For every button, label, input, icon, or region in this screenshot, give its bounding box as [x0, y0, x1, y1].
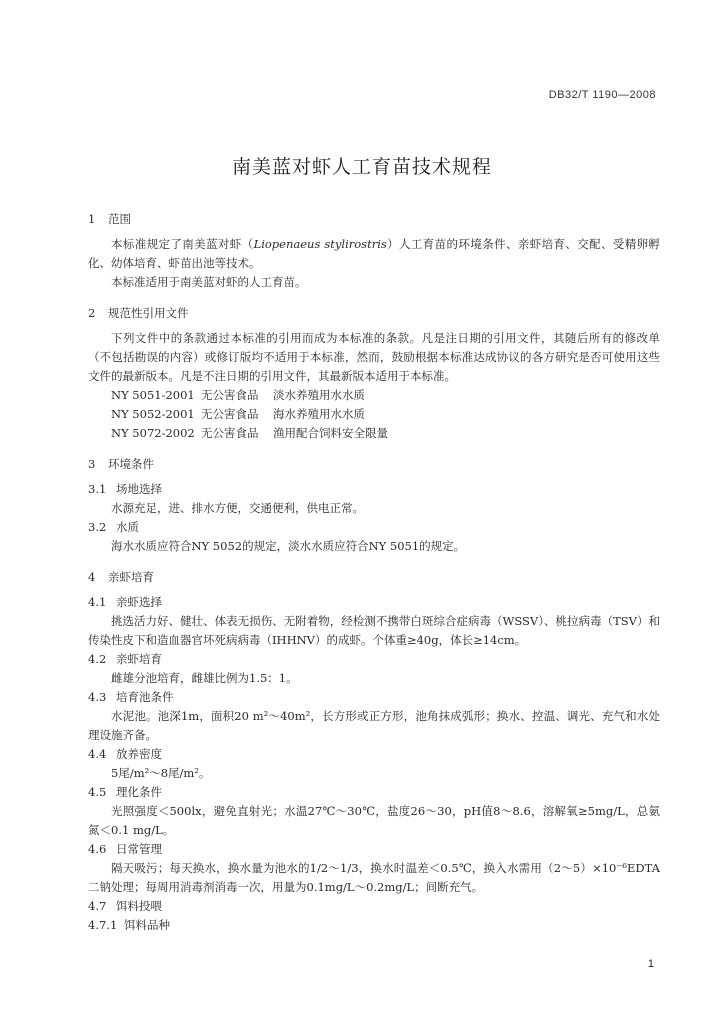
subsection-title: 场地选择	[116, 482, 162, 496]
subsection-title: 放养密度	[116, 747, 162, 761]
reference-name: 淡水养殖用水水质	[273, 388, 365, 402]
paragraph-stocking-density: 5尾/m²～8尾/m²。	[111, 766, 211, 780]
subsection-title: 培育池条件	[116, 690, 174, 704]
subsection-title: 水质	[116, 520, 139, 534]
section-heading-2	[88, 304, 660, 323]
section-number: 1	[88, 212, 96, 226]
paragraph-scope	[88, 235, 660, 273]
subsection-heading-4-7-1	[88, 916, 660, 935]
paragraph-physicochemical-conditions: 光照强度＜500lx，避免直射光；水温27℃～30℃，盐度26～30，pH值8～8.6，溶解氧≥5mg/L，总氨氮＜0.1 mg/L。	[88, 804, 660, 837]
subsection-heading-4-7	[88, 897, 660, 916]
section-title: 亲虾培育	[108, 570, 154, 584]
paragraph-pond-conditions: 水泥池。池深1m，面积20 m²～40m²，长方形或正方形，池角抹成弧形；换水、控温、调光、充气和水处理设施齐备。	[88, 709, 660, 742]
subsection-number: 3.1	[88, 482, 107, 496]
paragraph-normative-refs: 下列文件中的条款通过本标准的引用而成为本标准的条款。凡是注日期的引用文件，其随后所有的修改单（不包括勘误的内容）或修订版均不适用于本标准，然而，鼓励根据本标准达成协议的各方研究是否可使用这些文件的最新版本。凡是不注日期的引用文件，其最新版本适用于本标准。	[88, 331, 660, 383]
reference-code: NY 5052-2001	[111, 407, 195, 421]
page-number: 1	[647, 958, 654, 970]
subsection-number: 4.7	[88, 899, 107, 913]
section-title: 范围	[108, 212, 131, 226]
subsection-heading-4-3	[88, 688, 660, 707]
subsection-heading-4-4	[88, 745, 660, 764]
section-heading-4	[88, 568, 660, 587]
subsection-title: 日常管理	[116, 842, 162, 856]
reference-category: 无公害食品	[201, 407, 259, 421]
reference-item	[88, 424, 660, 443]
paragraph-daily-management: 隔天吸污；每天换水，换水量为池水的1/2～1/3，换水时温差＜0.5℃，换入水需用（2～5）×10⁻⁶EDTA二钠处理；每周用消毒剂消毒一次，用量为0.1mg/L～0.2mg/L；间断充气。	[88, 861, 660, 894]
subsection-title: 理化条件	[116, 785, 162, 799]
subsection-number: 4.5	[88, 785, 107, 799]
paragraph-site-selection: 水源充足，进、排水方便，交通便利，供电正常。	[111, 501, 364, 515]
subsection-title: 亲虾培育	[116, 652, 162, 666]
subsection-title: 亲虾选择	[116, 595, 162, 609]
subsection-number: 3.2	[88, 520, 107, 534]
section-heading-1	[88, 210, 660, 229]
section-number: 4	[88, 570, 96, 584]
reference-category: 无公害食品	[201, 426, 259, 440]
section-number: 2	[88, 306, 96, 320]
paragraph-broodstock-selection: 挑选活力好、健壮、体表无损伤、无附着物，经检测不携带白斑综合症病毒（WSSV）、桃拉病毒（TSV）和传染性皮下和造血器官坏死病病毒（IHHNV）的成虾。个体重≥40g，体长≥14cm。	[88, 614, 660, 647]
subsection-heading-4-6	[88, 840, 660, 859]
paragraph-scope-applicability: 本标准适用于南美蓝对虾的人工育苗。	[111, 275, 307, 289]
subsection-title: 饵料投喂	[116, 899, 162, 913]
reference-item	[88, 386, 660, 405]
reference-item	[88, 405, 660, 424]
text-run: ）人工育苗的环境条件、亲虾培育、交配、受精卵孵化、幼体培育、虾苗出池等技术。	[88, 237, 661, 270]
paragraph-water-quality: 海水水质应符合NY 5052的规定，淡水水质应符合NY 5051的规定。	[111, 539, 466, 553]
subsection-number: 4.7.1	[88, 918, 118, 932]
subsection-heading-4-5	[88, 783, 660, 802]
subsection-heading-3-1	[88, 480, 660, 499]
subsection-number: 4.3	[88, 690, 107, 704]
subsection-number: 4.6	[88, 842, 107, 856]
subsection-heading-4-1	[88, 593, 660, 612]
text-run: 本标准规定了南美蓝对虾（	[111, 237, 254, 251]
section-heading-3	[88, 455, 660, 474]
section-number: 3	[88, 457, 96, 471]
document-body	[88, 210, 660, 935]
reference-name: 渔用配合饲料安全限量	[273, 426, 388, 440]
reference-name: 海水养殖用水水质	[273, 407, 365, 421]
paragraph-broodstock-rearing: 雌雄分池培育，雌雄比例为1.5：1。	[111, 671, 298, 685]
reference-code: NY 5072-2002	[111, 426, 195, 440]
latin-species-name: Liopenaeus stylirostris	[253, 237, 387, 251]
subsection-title: 饵料品种	[124, 918, 170, 932]
reference-code: NY 5051-2001	[111, 388, 195, 402]
subsection-number: 4.4	[88, 747, 107, 761]
subsection-number: 4.1	[88, 595, 107, 609]
subsection-heading-4-2	[88, 650, 660, 669]
section-title: 规范性引用文件	[108, 306, 189, 320]
page-title: 南美蓝对虾人工育苗技术规程	[231, 156, 492, 178]
subsection-number: 4.2	[88, 652, 107, 666]
document-code: DB32/T 1190—2008	[548, 89, 656, 101]
reference-category: 无公害食品	[201, 388, 259, 402]
subsection-heading-3-2	[88, 518, 660, 537]
section-title: 环境条件	[108, 457, 154, 471]
